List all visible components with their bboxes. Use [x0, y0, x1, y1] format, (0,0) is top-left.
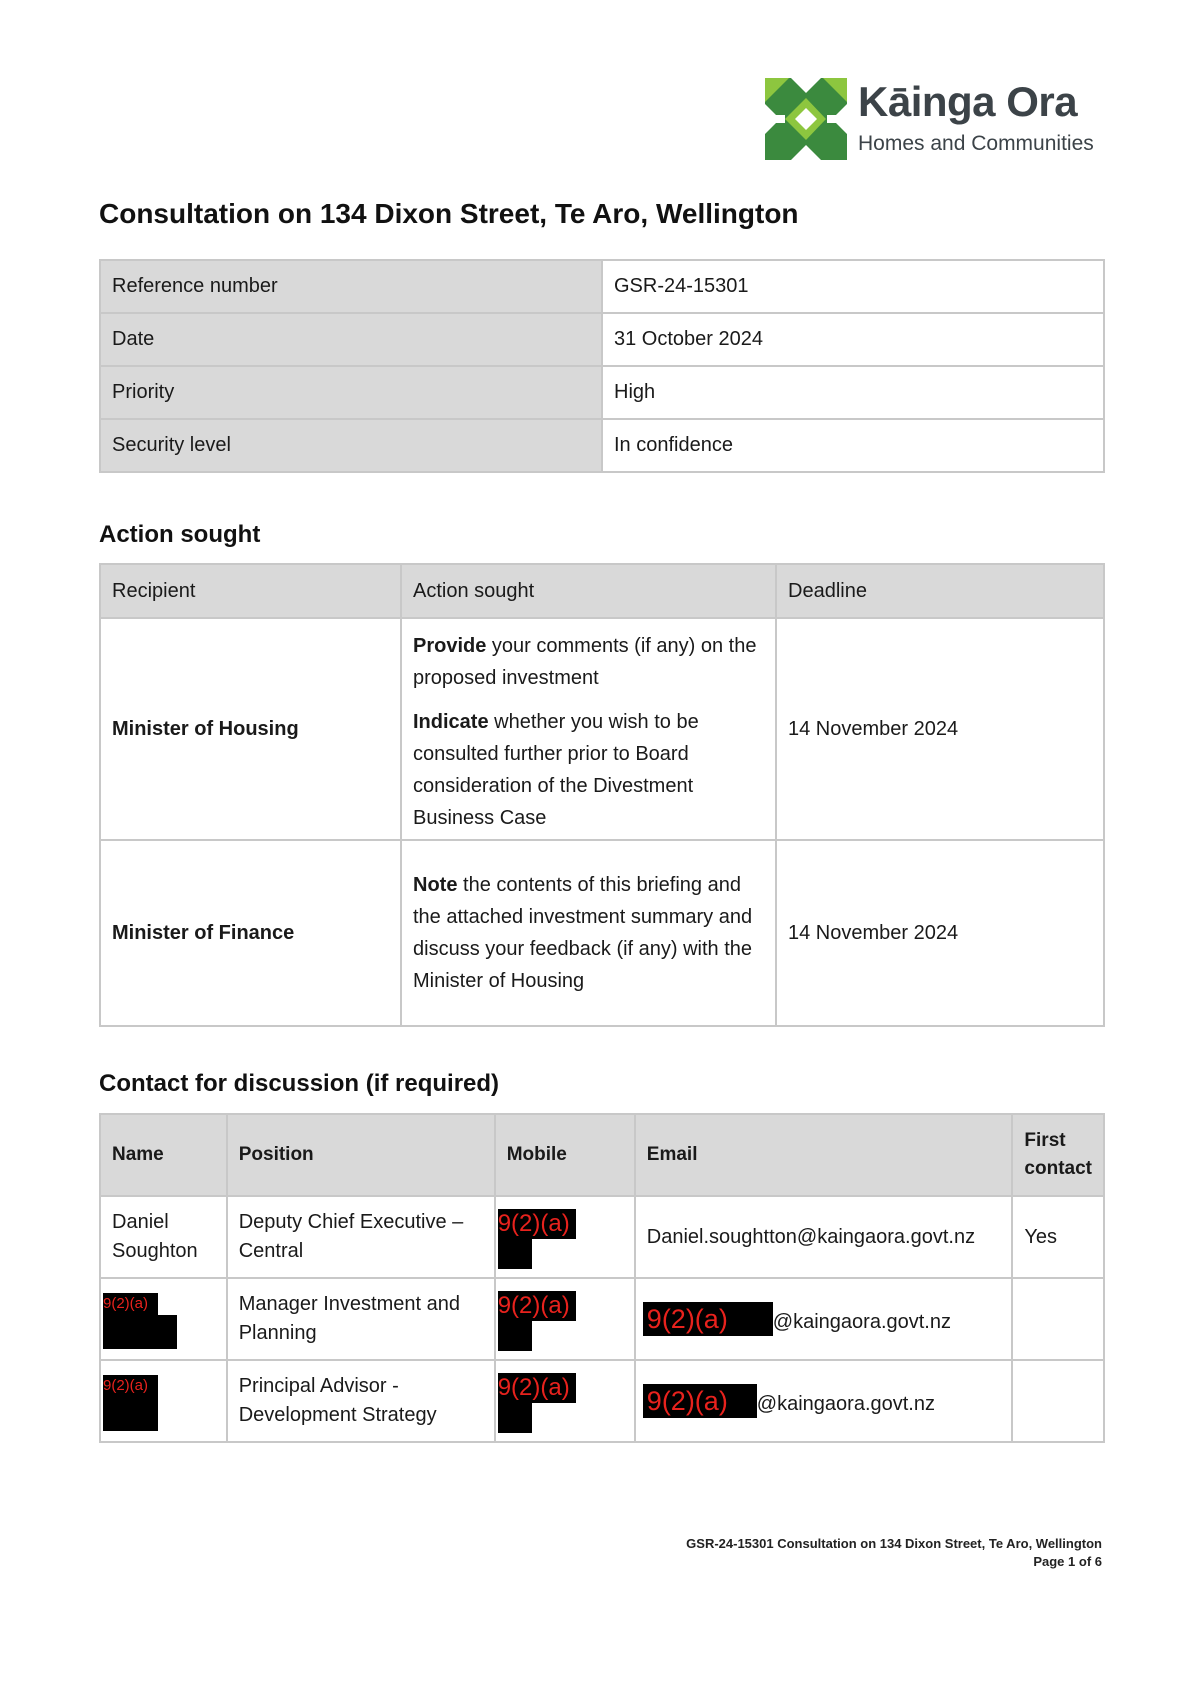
contact-position: Manager Investment and Planning: [227, 1278, 495, 1360]
col-header-action: Action sought: [401, 564, 776, 618]
redaction-block: [498, 1291, 576, 1351]
redaction-label: 9(2)(a): [103, 1375, 158, 1397]
table-row: [100, 260, 1104, 313]
action-text: the contents of this briefing and the attached investment summary and discuss your feedback (if any) with the Minister of Housing: [413, 874, 753, 992]
col-header-recipient: Recipient: [100, 564, 401, 618]
footer-reference: GSR-24-15301 Consultation on 134 Dixon Street, Te Aro, Wellington: [686, 1536, 1102, 1551]
action-cell: [401, 840, 776, 1026]
redaction-label: 9(2)(a): [498, 1291, 576, 1321]
table-row: [100, 419, 1104, 472]
info-value: 31 October 2024: [602, 313, 1104, 366]
redaction-block: [103, 1293, 177, 1349]
contact-name: Daniel Soughton: [100, 1196, 227, 1278]
redaction-label: 9(2)(a): [643, 1384, 757, 1418]
table-row: [100, 1278, 1104, 1360]
action-verb: Provide: [413, 635, 487, 657]
brand-tagline: Homes and Communities: [858, 132, 1094, 155]
contact-mobile: [495, 1360, 635, 1442]
redaction-block: [498, 1209, 576, 1269]
info-value: In confidence: [602, 419, 1104, 472]
table-row: [100, 840, 1104, 1026]
brand-logo: [765, 78, 1115, 163]
redaction-label: 9(2)(a): [498, 1373, 576, 1403]
action-cell: [401, 618, 776, 840]
recipient-name: Minister of Housing: [112, 718, 299, 740]
action-sought-heading: Action sought: [99, 521, 261, 548]
contact-mobile: [495, 1196, 635, 1278]
col-header-position: Position: [227, 1114, 495, 1196]
contact-heading: Contact for discussion (if required): [99, 1070, 500, 1097]
info-value: High: [602, 366, 1104, 419]
action-verb: Note: [413, 874, 458, 896]
table-row: [100, 366, 1104, 419]
info-label: Reference number: [100, 260, 602, 313]
redaction-label: 9(2)(a): [103, 1293, 158, 1315]
info-value: GSR-24-15301: [602, 260, 1104, 313]
redaction-block: [498, 1373, 576, 1433]
table-row: [100, 1360, 1104, 1442]
contact-first: [1012, 1360, 1104, 1442]
col-header-email: Email: [635, 1114, 1013, 1196]
contact-first: [1012, 1278, 1104, 1360]
footer-page-number: Page 1 of 6: [1033, 1554, 1102, 1569]
contact-position: Principal Advisor - Development Strategy: [227, 1360, 495, 1442]
action-text: your comments (if any) on the proposed investment: [413, 635, 757, 689]
email-domain: @kaingaora.govt.nz: [772, 1310, 951, 1333]
email-domain: @kaingaora.govt.nz: [756, 1392, 935, 1415]
brand-name: Kāinga Ora: [858, 78, 1078, 125]
col-header-first-contact: First contact: [1012, 1114, 1104, 1196]
contact-table: [99, 1113, 1105, 1443]
contact-email: [635, 1360, 1013, 1442]
contact-email: [635, 1278, 1013, 1360]
info-label: Security level: [100, 419, 602, 472]
kainga-ora-mark-icon: [765, 78, 847, 160]
col-header-mobile: Mobile: [495, 1114, 635, 1196]
table-row: [100, 618, 1104, 840]
redaction-label: 9(2)(a): [498, 1209, 576, 1239]
info-label: Date: [100, 313, 602, 366]
recipient-name: Minister of Finance: [112, 922, 295, 944]
table-row: [100, 1196, 1104, 1278]
page-title: Consultation on 134 Dixon Street, Te Aro, Wellington: [99, 198, 799, 229]
contact-mobile: [495, 1278, 635, 1360]
info-label: Priority: [100, 366, 602, 419]
action-table: [99, 563, 1105, 1027]
deadline-value: 14 November 2024: [776, 840, 1104, 1026]
footer: [686, 1536, 1102, 1569]
info-table: [99, 259, 1105, 473]
contact-email: Daniel.soughtton@kaingaora.govt.nz: [635, 1196, 1013, 1278]
col-header-name: Name: [100, 1114, 227, 1196]
table-row: [100, 313, 1104, 366]
contact-position: Deputy Chief Executive – Central: [227, 1196, 495, 1278]
redaction-block: [103, 1375, 158, 1431]
contact-first: Yes: [1012, 1196, 1104, 1278]
deadline-value: 14 November 2024: [776, 618, 1104, 840]
col-header-deadline: Deadline: [776, 564, 1104, 618]
contact-name: [100, 1278, 227, 1360]
redaction-label: 9(2)(a): [643, 1302, 773, 1336]
action-verb: Indicate: [413, 711, 489, 733]
contact-name: [100, 1360, 227, 1442]
table-header-row: [100, 564, 1104, 618]
table-header-row: [100, 1114, 1104, 1196]
action-text: whether you wish to be consulted further prior to Board consideration of the Divestment Business Case: [413, 711, 699, 829]
